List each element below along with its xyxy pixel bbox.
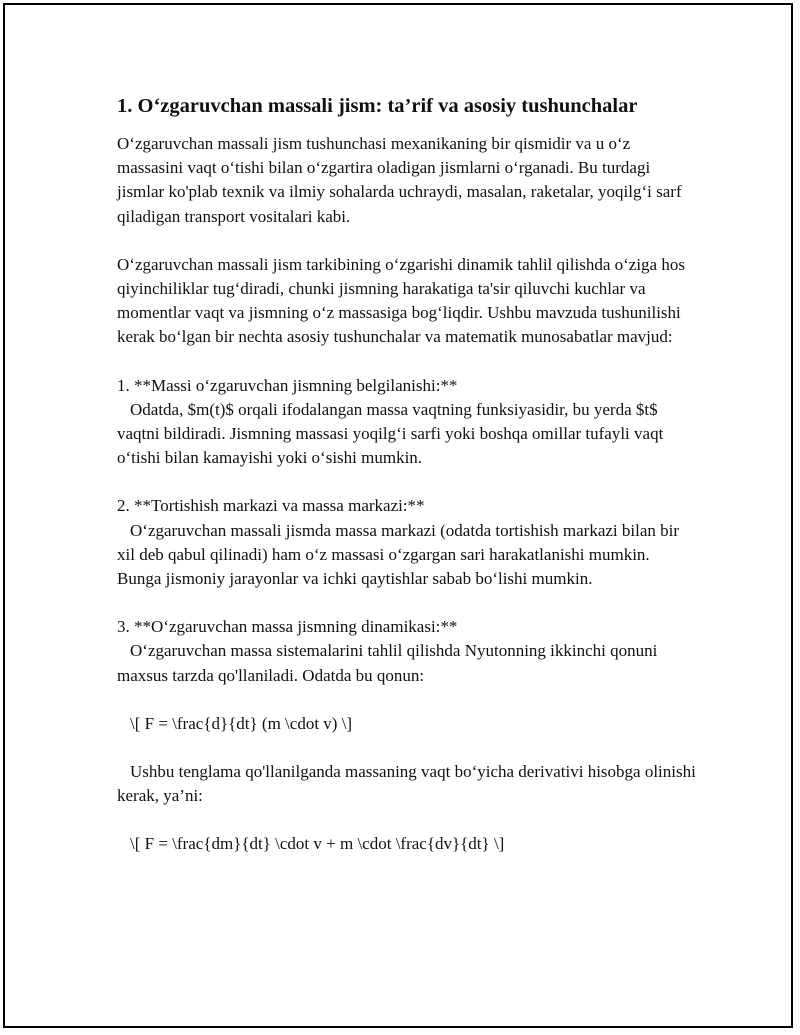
- item-3-after: Ushbu tenglama qo'llanilganda massaning vaqt bo‘yicha derivativi hisobga olinishi kerak, ya’ni:: [117, 762, 696, 806]
- formula-1: \[ F = \frac{d}{dt} (m \cdot v) \]: [130, 713, 353, 733]
- formula-2: \[ F = \frac{dm}{dt} \cdot v + m \cdot \frac{dv}{dt} \]: [130, 834, 505, 854]
- document-body: [117, 92, 697, 857]
- item-2-body: O‘zgaruvchan massali jismda massa markazi (odatda tortishish markazi bilan bir xil deb qabul qilinadi) ham o‘z massasi o‘zgargan sari harakatlanishi mumkin. Bunga jismoniy jarayonlar va ichki qaytishlar sabab bo‘lishi mumkin.: [117, 520, 680, 589]
- item-3-title: 3. **O‘zgaruvchan massa jismning dinamikasi:**: [117, 617, 458, 637]
- item-1-body: Odatda, $m(t)$ orqali ifodalangan massa vaqtning funksiyasidir, bu yerda $t$ vaqtni bildiradi. Jismning massasi yoqilg‘i sarfi yoki boshqa omillar tufayli vaqt o‘tishi bilan kamayishi yoki o‘sishi mumkin.: [117, 399, 664, 468]
- intro-paragraph-1: O‘zgaruvchan massali jism tushunchasi mexanikaning bir qismidir va u o‘z massasini vaqt o‘tishi bilan o‘zgartira oladigan jismlarni o‘rganadi. Bu turdagi jismlar ko'plab texnik va ilmiy sohalarda uchraydi, masalan, raketalar, yoqilg‘i sarf qiladigan transport vositalari kabi.: [117, 134, 682, 226]
- item-3-body: O‘zgaruvchan massa sistemalarini tahlil qilishda Nyutonning ikkinchi qonuni maxsus tarzda qo'llaniladi. Odatda bu qonun:: [117, 641, 658, 685]
- item-1-title: 1. **Massi o‘zgaruvchan jismning belgilanishi:**: [117, 375, 458, 395]
- section-heading: 1. O‘zgaruvchan massali jism: ta’rif va asosiy tushunchalar: [117, 95, 638, 117]
- item-2-title: 2. **Tortishish markazi va massa markazi:**: [117, 496, 425, 516]
- intro-paragraph-2: O‘zgaruvchan massali jism tarkibining o‘zgarishi dinamik tahlil qilishda o‘ziga hos qiyinchiliklar tug‘diradi, chunki jismning harakatiga ta'sir qiluvchi kuchlar va momentlar vaqt va jismning o‘z massasiga bog‘liqdir. Ushbu mavzuda tushunilishi kerak bo‘lgan bir nechta asosiy tushunchalar va matematik munosabatlar mavjud:: [117, 254, 685, 347]
